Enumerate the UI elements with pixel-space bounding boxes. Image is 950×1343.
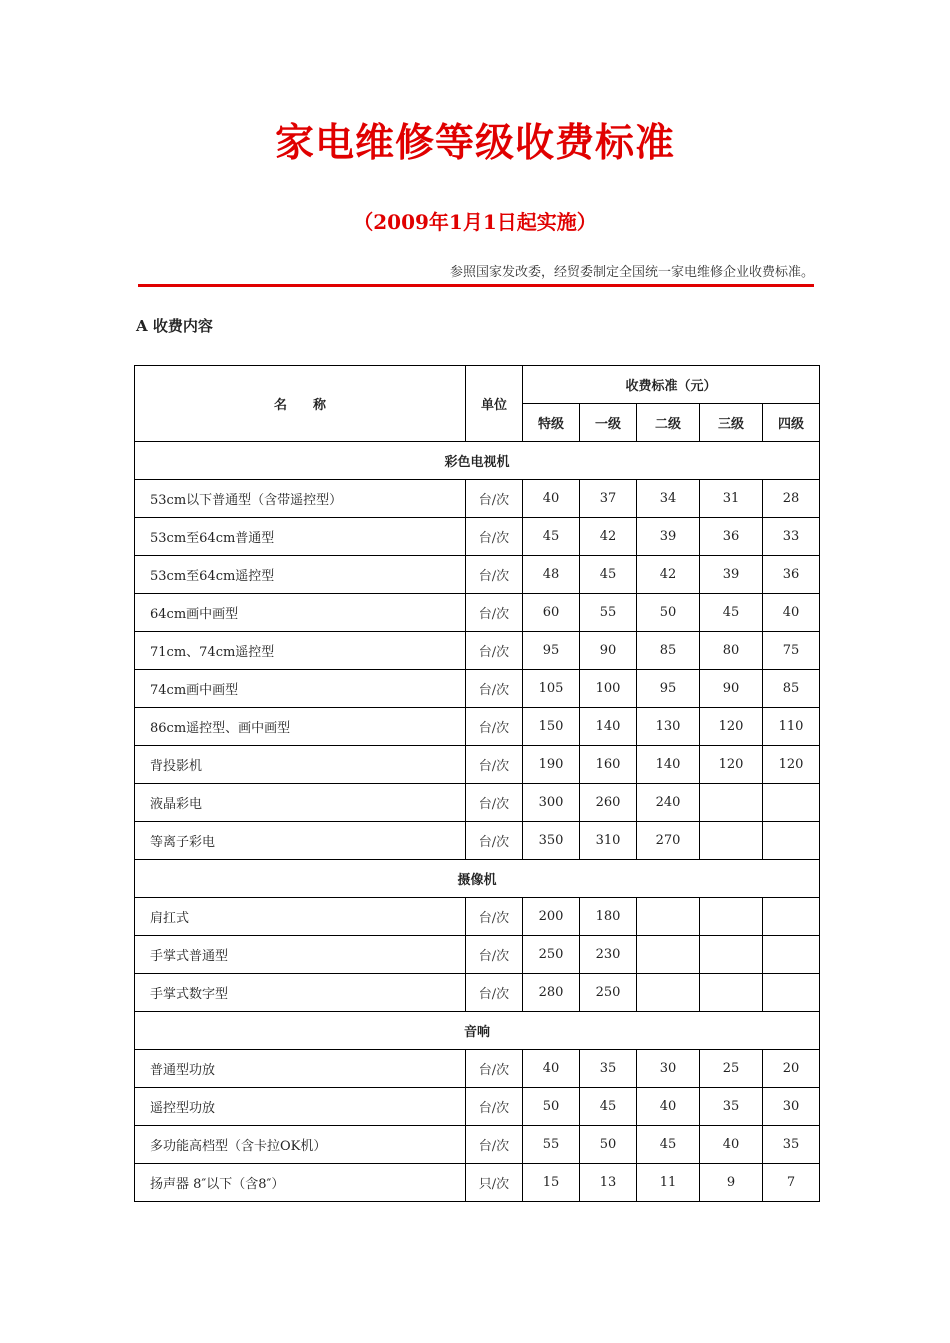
- item-name: 手掌式数字型: [135, 974, 466, 1012]
- fee-value: 25: [700, 1050, 763, 1088]
- fee-value: 28: [763, 480, 820, 518]
- item-unit: 台/次: [466, 822, 523, 860]
- fee-value: 105: [523, 670, 580, 708]
- header-level: 三级: [700, 404, 763, 442]
- fee-value: 30: [763, 1088, 820, 1126]
- fee-value: 120: [700, 708, 763, 746]
- fee-value: 35: [580, 1050, 637, 1088]
- fee-value: 39: [637, 518, 700, 556]
- table-row: [135, 632, 820, 670]
- fee-value: 55: [523, 1126, 580, 1164]
- item-name: 扬声器 8″以下（含8″）: [135, 1164, 466, 1202]
- fee-value: 34: [637, 480, 700, 518]
- fee-value: 7: [763, 1164, 820, 1202]
- fee-value: 35: [700, 1088, 763, 1126]
- item-name: 多功能高档型（含卡拉OK机）: [135, 1126, 466, 1164]
- fee-value: [637, 936, 700, 974]
- category-row: [135, 860, 820, 898]
- fee-value: 15: [523, 1164, 580, 1202]
- fee-value: [763, 936, 820, 974]
- item-name: 普通型功放: [135, 1050, 466, 1088]
- fee-value: 45: [700, 594, 763, 632]
- fee-value: 350: [523, 822, 580, 860]
- item-unit: 台/次: [466, 518, 523, 556]
- fee-value: 160: [580, 746, 637, 784]
- page-subtitle: （2009年1月1日起实施）: [353, 210, 597, 234]
- table-row: [135, 480, 820, 518]
- table-row: [135, 1126, 820, 1164]
- fee-value: [700, 936, 763, 974]
- fee-value: 55: [580, 594, 637, 632]
- fee-value: 48: [523, 556, 580, 594]
- fee-value: 240: [637, 784, 700, 822]
- item-unit: 台/次: [466, 594, 523, 632]
- fee-value: 280: [523, 974, 580, 1012]
- fee-value: 120: [763, 746, 820, 784]
- table-row: [135, 974, 820, 1012]
- category-label: 摄像机: [135, 860, 820, 898]
- reference-note: 参照国家发改委，经贸委制定全国统一家电维修企业收费标准。: [449, 265, 814, 280]
- item-unit: 台/次: [466, 632, 523, 670]
- item-unit: 台/次: [466, 784, 523, 822]
- item-name: 遥控型功放: [135, 1088, 466, 1126]
- item-unit: 台/次: [466, 1050, 523, 1088]
- fee-value: 40: [523, 1050, 580, 1088]
- fee-value: 13: [580, 1164, 637, 1202]
- header-level: 一级: [580, 404, 637, 442]
- fee-value: 200: [523, 898, 580, 936]
- fee-value: 230: [580, 936, 637, 974]
- item-name: 53cm以下普通型（含带遥控型）: [135, 480, 466, 518]
- table-row: [135, 784, 820, 822]
- header-level: 特级: [523, 404, 580, 442]
- fee-value: [700, 898, 763, 936]
- fee-value: 9: [700, 1164, 763, 1202]
- item-unit: 台/次: [466, 556, 523, 594]
- table-row: [135, 1164, 820, 1202]
- fee-value: 40: [523, 480, 580, 518]
- item-unit: 台/次: [466, 1126, 523, 1164]
- fee-value: 31: [700, 480, 763, 518]
- table-row: [135, 518, 820, 556]
- table-row: [135, 746, 820, 784]
- fee-value: 95: [637, 670, 700, 708]
- fee-value: [637, 898, 700, 936]
- fee-value: 45: [580, 1088, 637, 1126]
- fee-value: 310: [580, 822, 637, 860]
- item-name: 74cm画中画型: [135, 670, 466, 708]
- fee-value: 20: [763, 1050, 820, 1088]
- table-row: [135, 670, 820, 708]
- fee-value: [763, 974, 820, 1012]
- fee-value: 90: [580, 632, 637, 670]
- fee-value: 250: [523, 936, 580, 974]
- fee-value: 30: [637, 1050, 700, 1088]
- fee-value: 85: [637, 632, 700, 670]
- section-title: A 收费内容: [136, 317, 213, 335]
- fee-value: 180: [580, 898, 637, 936]
- fee-value: 300: [523, 784, 580, 822]
- fee-value: 60: [523, 594, 580, 632]
- fee-value: 11: [637, 1164, 700, 1202]
- fee-value: 40: [763, 594, 820, 632]
- fee-value: 140: [580, 708, 637, 746]
- fee-value: 190: [523, 746, 580, 784]
- fee-value: 39: [700, 556, 763, 594]
- table-row: [135, 898, 820, 936]
- fee-value: 100: [580, 670, 637, 708]
- fee-value: 85: [763, 670, 820, 708]
- item-name: 86cm遥控型、画中画型: [135, 708, 466, 746]
- item-name: 64cm画中画型: [135, 594, 466, 632]
- fee-value: 42: [637, 556, 700, 594]
- item-unit: 台/次: [466, 670, 523, 708]
- table-row: [135, 708, 820, 746]
- fee-value: 130: [637, 708, 700, 746]
- table-row: [135, 1050, 820, 1088]
- item-unit: 台/次: [466, 480, 523, 518]
- item-name: 53cm至64cm遥控型: [135, 556, 466, 594]
- header-name: 名 称: [135, 366, 466, 442]
- header-level: 四级: [763, 404, 820, 442]
- fee-table: [134, 365, 820, 1202]
- header-unit: 单位: [466, 366, 523, 442]
- item-unit: 台/次: [466, 708, 523, 746]
- item-name: 等离子彩电: [135, 822, 466, 860]
- fee-value: 80: [700, 632, 763, 670]
- fee-value: 150: [523, 708, 580, 746]
- fee-value: 50: [523, 1088, 580, 1126]
- table-row: [135, 556, 820, 594]
- fee-value: 140: [637, 746, 700, 784]
- header-level: 二级: [637, 404, 700, 442]
- item-unit: 台/次: [466, 1088, 523, 1126]
- fee-value: [700, 822, 763, 860]
- fee-value: 45: [637, 1126, 700, 1164]
- item-name: 53cm至64cm普通型: [135, 518, 466, 556]
- fee-value: 50: [637, 594, 700, 632]
- category-row: [135, 442, 820, 480]
- item-unit: 台/次: [466, 936, 523, 974]
- table-row: [135, 1088, 820, 1126]
- item-name: 71cm、74cm遥控型: [135, 632, 466, 670]
- item-unit: 台/次: [466, 898, 523, 936]
- fee-value: 95: [523, 632, 580, 670]
- fee-value: [763, 898, 820, 936]
- table-row: [135, 594, 820, 632]
- fee-value: 90: [700, 670, 763, 708]
- item-name: 液晶彩电: [135, 784, 466, 822]
- item-name: 肩扛式: [135, 898, 466, 936]
- fee-value: 36: [700, 518, 763, 556]
- red-divider: [138, 284, 814, 287]
- category-label: 彩色电视机: [135, 442, 820, 480]
- fee-value: 260: [580, 784, 637, 822]
- fee-value: 42: [580, 518, 637, 556]
- table-row: [135, 936, 820, 974]
- item-unit: 台/次: [466, 746, 523, 784]
- fee-value: 37: [580, 480, 637, 518]
- fee-value: 120: [700, 746, 763, 784]
- category-row: [135, 1012, 820, 1050]
- fee-value: [763, 784, 820, 822]
- fee-value: 45: [580, 556, 637, 594]
- fee-value: [763, 822, 820, 860]
- fee-value: 40: [637, 1088, 700, 1126]
- category-label: 音响: [135, 1012, 820, 1050]
- fee-value: 36: [763, 556, 820, 594]
- item-unit: 只/次: [466, 1164, 523, 1202]
- fee-value: 270: [637, 822, 700, 860]
- header-fee-group: 收费标准（元）: [523, 366, 820, 404]
- fee-value: 250: [580, 974, 637, 1012]
- fee-value: 35: [763, 1126, 820, 1164]
- fee-value: [700, 974, 763, 1012]
- item-unit: 台/次: [466, 974, 523, 1012]
- item-name: 背投影机: [135, 746, 466, 784]
- item-name: 手掌式普通型: [135, 936, 466, 974]
- fee-value: [637, 974, 700, 1012]
- fee-value: 110: [763, 708, 820, 746]
- fee-value: 33: [763, 518, 820, 556]
- fee-value: 45: [523, 518, 580, 556]
- fee-value: 40: [700, 1126, 763, 1164]
- table-header-row: [135, 366, 820, 404]
- fee-value: [700, 784, 763, 822]
- fee-value: 75: [763, 632, 820, 670]
- fee-value: 50: [580, 1126, 637, 1164]
- page-title: 家电维修等级收费标准: [274, 121, 675, 166]
- table-row: [135, 822, 820, 860]
